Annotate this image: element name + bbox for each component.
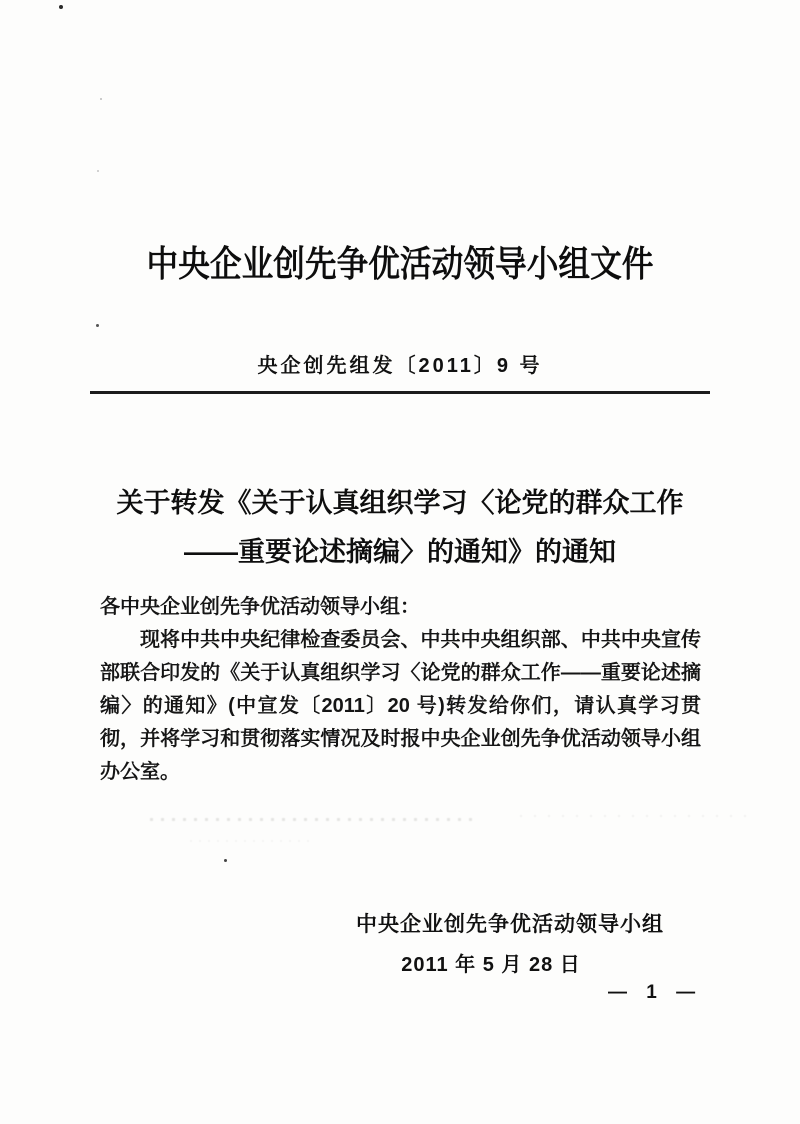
document-title-line-1: 关于转发《关于认真组织学习〈论党的群众工作 — [116, 488, 684, 518]
document-title-line-2: ——重要论述摘编〉的通知》的通知 — [184, 537, 616, 567]
scan-artifact-dot — [97, 170, 99, 172]
document-title — [0, 479, 800, 577]
scan-artifact-dot — [224, 859, 227, 862]
date-line: 2011 年 5 月 28 日 — [401, 954, 581, 976]
scan-artifact-dot — [59, 5, 63, 9]
signature-line: 中央企业创先争优活动领导小组 — [356, 913, 664, 936]
page-number: — 1 — — [608, 982, 703, 1003]
scan-artifact-smudge — [190, 840, 310, 842]
scan-artifact-dot — [96, 324, 99, 327]
document-number: 央企创先组发〔2011〕9 号 — [257, 355, 543, 377]
body-paragraph: 现将中共中央纪律检查委员会、中共中央组织部、中共中央宣传部联合印发的《关于认真组织学习〈论党的群众工作——重要论述摘编〉的通知》(中宣发〔2011〕20 号)转发给你们，请认真学习贯彻，并将学习和贯彻落实情况及时报中央企业创先争优活动领导小组办公室。 — [100, 629, 701, 783]
scan-artifact-smudge — [520, 815, 750, 817]
header-divider-rule — [90, 391, 710, 394]
document-masthead: 中央企业创先争优活动领导小组文件 — [146, 243, 654, 284]
scan-artifact-smudge — [150, 818, 480, 821]
scan-artifact-dot — [100, 98, 102, 100]
salutation-line: 各中央企业创先争优活动领导小组： — [100, 596, 420, 618]
document-body — [100, 591, 701, 789]
